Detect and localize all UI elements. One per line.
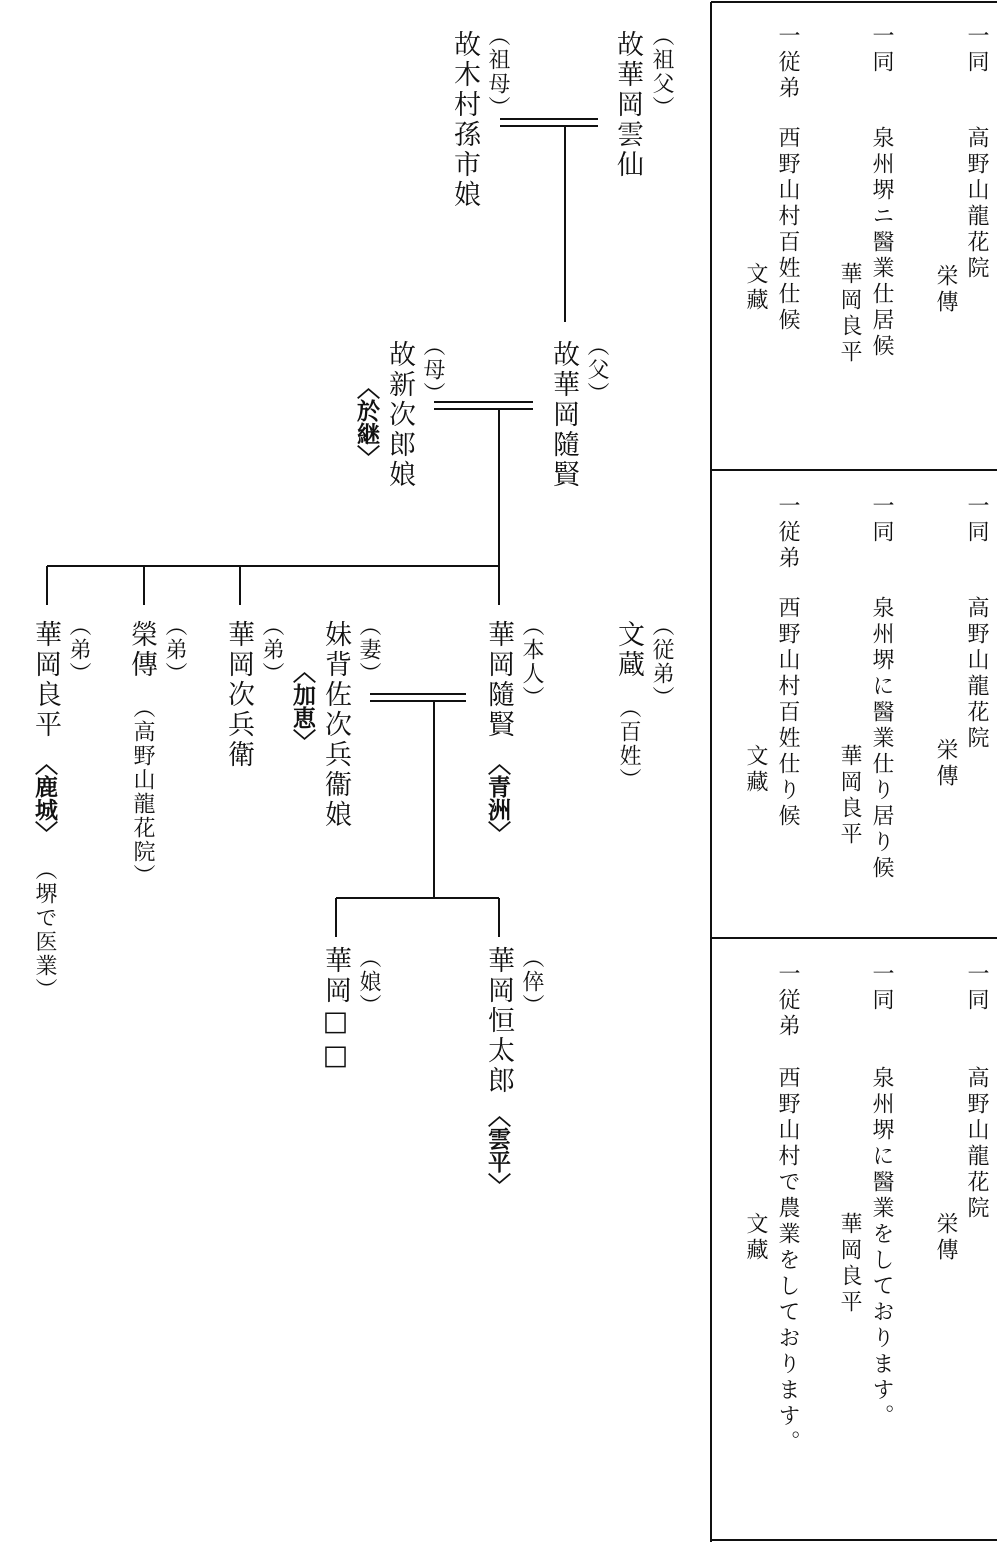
brother3-name: 華岡良平	[30, 620, 61, 740]
box2-col2-name: 華岡良平	[837, 744, 862, 848]
box2-col3-body: 西野山村百姓仕り候	[775, 596, 800, 830]
box1-col3-head: 一従弟	[775, 24, 800, 102]
box3-col3-head: 一従弟	[775, 962, 800, 1040]
box1-col3-name: 文藏	[743, 262, 768, 314]
box2-col1-body: 高野山龍花院	[964, 596, 989, 752]
brother2-note: （高野山龍花院）	[130, 696, 155, 888]
box2-col3-head: 一従弟	[775, 494, 800, 572]
self-name: 華岡隨賢	[483, 620, 514, 740]
father-name: 故華岡隨賢	[548, 340, 579, 490]
box1-col2-head: 一同	[869, 24, 894, 76]
cousin-role: （従弟）	[649, 614, 674, 710]
box3-col2-body: 泉州堺に醫業をしております。	[869, 1066, 894, 1430]
brother2-role: （弟）	[162, 614, 187, 686]
father-role: （父）	[584, 334, 609, 406]
wife-role: （妻）	[356, 614, 381, 686]
wife-alias: 〈加恵〉	[289, 660, 315, 752]
box1-col2-name: 華岡良平	[837, 262, 862, 366]
box3-col2-name: 華岡良平	[837, 1212, 862, 1316]
box2-col2-body: 泉州堺に醫業仕り居り候	[869, 596, 894, 882]
son-alias: 〈雲平〉	[484, 1104, 510, 1196]
self-role: （本人）	[519, 614, 544, 710]
brother3-note: （堺で医業）	[32, 858, 57, 1002]
cousin-note: （百姓）	[616, 696, 641, 792]
mother-name: 故新次郎娘	[384, 340, 415, 490]
brother1-role: （弟）	[259, 614, 284, 686]
box3-col2-head: 一同	[869, 962, 894, 1014]
daughter-role: （娘）	[356, 946, 381, 1018]
grandfather-role: （祖父）	[649, 24, 674, 120]
box1-col1-name: 栄傳	[933, 264, 958, 316]
brother3-role: （弟）	[66, 614, 91, 686]
box1-col1-body: 高野山龍花院	[964, 126, 989, 282]
brother1-name: 華岡次兵衛	[223, 620, 254, 770]
son-role: （倅）	[519, 946, 544, 1018]
box1-col3-body: 西野山村百姓仕候	[775, 126, 800, 334]
box3-col1-name: 栄傳	[933, 1212, 958, 1264]
box3-col3-name: 文藏	[743, 1212, 768, 1264]
brother3-alias: 〈鹿城〉	[31, 752, 57, 844]
box1-col1-head: 一同	[964, 24, 989, 76]
daughter-name: 華岡□□	[320, 946, 351, 1074]
box2-col2-head: 一同	[869, 494, 894, 546]
box2-col3-name: 文藏	[743, 744, 768, 796]
mother-role: （母）	[420, 334, 445, 406]
box3-col3-body: 西野山村で農業をしております。	[775, 1066, 800, 1456]
cousin-name: 文蔵	[613, 620, 644, 680]
grandfather-name: 故華岡雲仙	[612, 30, 643, 180]
box3-col1-head: 一同	[964, 962, 989, 1014]
box3-col1-body: 高野山龍花院	[964, 1066, 989, 1222]
son-name: 華岡恒太郎	[483, 946, 514, 1096]
box2-col1-head: 一同	[964, 494, 989, 546]
grandmother-name: 故木村孫市娘	[449, 30, 480, 210]
grandmother-role: （祖母）	[485, 24, 510, 120]
box1-col2-body: 泉州堺ニ醫業仕居候	[869, 126, 894, 360]
box2-col1-name: 栄傳	[933, 738, 958, 790]
self-alias: 〈青洲〉	[484, 752, 510, 844]
mother-alias: 〈於継〉	[353, 376, 379, 468]
brother2-name: 榮傳	[126, 620, 157, 680]
wife-name: 妹背佐次兵衞娘	[320, 620, 351, 830]
